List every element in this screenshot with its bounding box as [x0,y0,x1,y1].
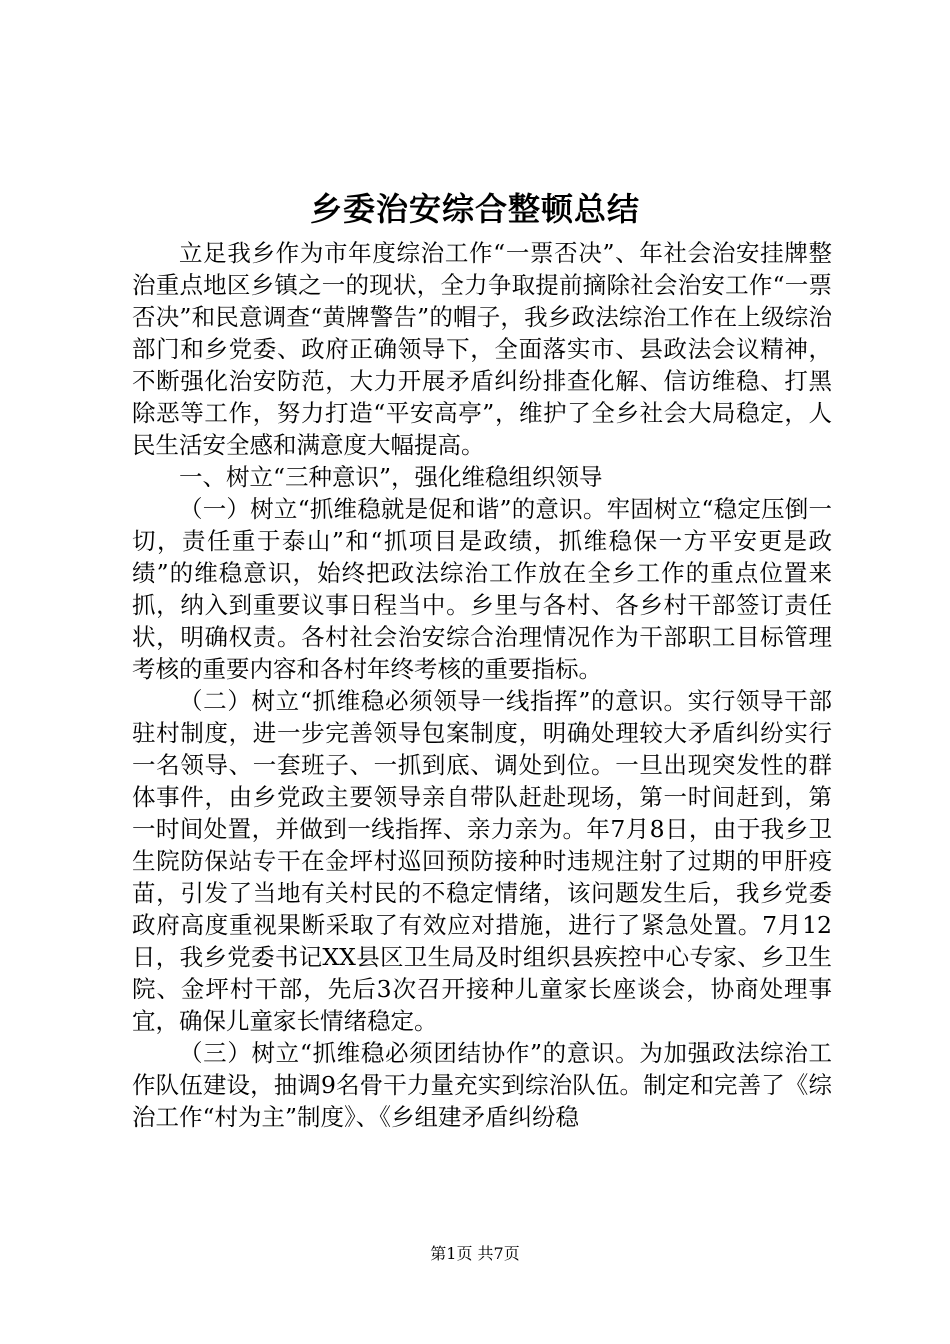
document-title: 乡委治安综合整顿总结 [309,190,640,228]
section-heading: 一、树立“三种意识”，强化维稳组织领导 [179,463,603,491]
intro-paragraph: 立足我乡作为市年度综治工作“一票否决”、年社会治安挂牌整治重点地区乡镇之一的现状，全力争取提前摘除社会治安工作“一票否决”和民意调查“黄牌警告”的帽子，我乡政法综治工作在上级综治部门和乡党委、政府正确领导下，全面落实市、县政法会议精神，不断强化治安防范，大力开展矛盾纠纷排查化解、信访维稳、打黑除恶等工作，努力打造“平安高亭”，维护了全乡社会大局稳定，人民生活安全感和满意度大幅提高。 [132,239,832,459]
body-paragraph: （三）树立“抓维稳必须团结协作”的意识。为加强政法综治工作队伍建设，抽调9名骨干力量充实到综治队伍。制定和完善了《综治工作“村为主”制度》、《乡组建矛盾纠纷稳 [132,1039,832,1131]
body-paragraph: （二）树立“抓维稳必须领导一线指挥”的意识。实行领导干部驻村制度，进一步完善领导包案制度，明确处理较大矛盾纠纷实行一名领导、一套班子、一抓到底、调处到位。一旦出现突发性的群体事件，由乡党政主要领导亲自带队赶赴现场，第一时间赶到，第一时间处置，并做到一线指挥、亲力亲为。年7月8日，由于我乡卫生院防保站专干在金坪村巡回预防接种时违规注射了过期的甲肝疫苗，引发了当地有关村民的不稳定情绪，该问题发生后，我乡党委政府高度重视果断采取了有效应对措施，进行了紧急处置。7月12日，我乡党委书记XX县区卫生局及时组织县疾控中心专家、乡卫生院、金坪村干部，先后3次召开接种儿童家长座谈会，协商处理事宜，确保儿童家长情绪稳定。 [132,687,832,1035]
body-paragraph: （一）树立“抓维稳就是促和谐”的意识。牢固树立“稳定压倒一切，责任重于泰山”和“抓项目是政绩，抓维稳保一方平安更是政绩”的维稳意识，始终把政法综治工作放在全乡工作的重点位置来抓，纳入到重要议事日程当中。乡里与各村、各乡村干部签订责任状，明确权责。各村社会治安综合治理情况作为干部职工目标管理考核的重要内容和各村年终考核的重要指标。 [132,495,832,683]
page-footer: 第1页 共7页 [430,1244,520,1263]
document-body [132,237,832,1133]
